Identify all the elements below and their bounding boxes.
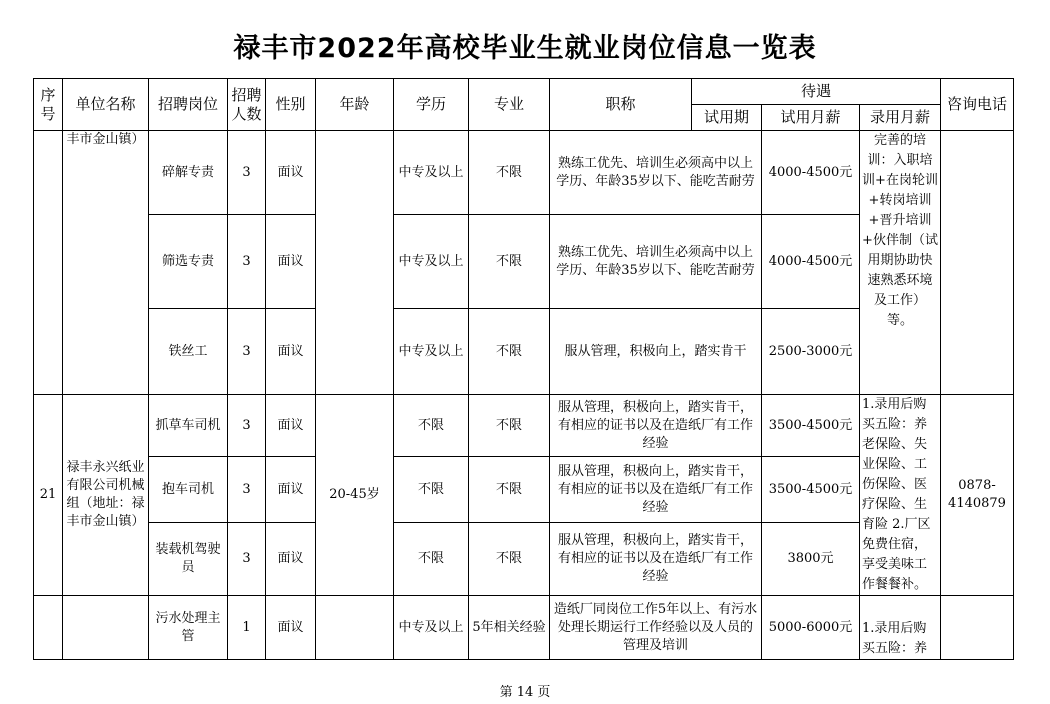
salary-cell: 4000-4500元: [762, 215, 860, 309]
seq-cell: 21: [34, 395, 63, 596]
header-major: 专业: [469, 79, 550, 131]
title-cell: 熟练工优先、培训生必须高中以上学历、年龄35岁以下、能吃苦耐劳: [550, 215, 762, 309]
education-cell: 中专及以上: [394, 596, 469, 660]
phone-cell: [941, 596, 1014, 660]
gender-cell: 面议: [266, 395, 316, 457]
header-treatment: 待遇: [692, 79, 941, 105]
age-cell: [316, 131, 394, 395]
count-cell: 3: [228, 395, 266, 457]
position-cell: 筛选专责: [149, 215, 228, 309]
title-cell: 服从管理，积极向上，踏实肯干，有相应的证书以及在造纸厂有工作经验: [550, 457, 762, 523]
title-cell: 造纸厂同岗位工作5年以上、有污水处理长期运行工作经验以及人员的管理及培训: [550, 596, 762, 660]
page-title: 禄丰市2022年高校毕业生就业岗位信息一览表: [233, 33, 817, 64]
major-cell: 不限: [469, 523, 550, 596]
company-cell: [63, 596, 149, 660]
seq-cell: [34, 131, 63, 395]
title-cell: 服从管理，积极向上，踏实肯干: [550, 309, 762, 395]
position-cell: 装载机驾驶员: [149, 523, 228, 596]
education-cell: 中专及以上: [394, 309, 469, 395]
header-trial: 试用期: [692, 105, 762, 131]
position-cell: 铁丝工: [149, 309, 228, 395]
gender-cell: 面议: [266, 457, 316, 523]
education-cell: 中专及以上: [394, 215, 469, 309]
age-cell: [316, 596, 394, 660]
count-cell: 3: [228, 457, 266, 523]
header-phone: 咨询电话: [941, 79, 1014, 131]
gender-cell: 面议: [266, 523, 316, 596]
age-cell: 20-45岁: [316, 395, 394, 596]
header-company: 单位名称: [63, 79, 149, 131]
position-cell: 抓草车司机: [149, 395, 228, 457]
salary-cell: 3800元: [762, 523, 860, 596]
education-cell: 不限: [394, 395, 469, 457]
header-salary: 录用月薪: [860, 105, 941, 131]
gender-cell: 面议: [266, 215, 316, 309]
salary-cell: 5000-6000元: [762, 596, 860, 660]
gender-cell: 面议: [266, 309, 316, 395]
header-gender: 性别: [266, 79, 316, 131]
welfare-cell: 1.录用后购买五险：养老保险、失业保险、工伤保险、医疗保险、生育险 2.厂区免费住宿，享受美味工作餐餐补。: [860, 395, 941, 596]
title-cell: 服从管理，积极向上，踏实肯干，有相应的证书以及在造纸厂有工作经验: [550, 523, 762, 596]
company-cell: 丰市金山镇）: [63, 131, 149, 395]
salary-cell: 3500-4500元: [762, 457, 860, 523]
position-cell: 抱车司机: [149, 457, 228, 523]
header-trial-salary: 试用月薪: [762, 105, 860, 131]
header-row-1: [34, 79, 1014, 105]
table-row: [34, 395, 1014, 457]
page-number: 第 14 页: [499, 685, 551, 700]
major-cell: 不限: [469, 131, 550, 215]
salary-cell: 2500-3000元: [762, 309, 860, 395]
job-table: [33, 78, 1014, 131]
header-position: 招聘岗位: [149, 79, 228, 131]
education-cell: 不限: [394, 523, 469, 596]
header-age: 年龄: [316, 79, 394, 131]
education-cell: 不限: [394, 457, 469, 523]
count-cell: 3: [228, 309, 266, 395]
job-table-container: [33, 78, 1013, 656]
major-cell: 不限: [469, 395, 550, 457]
major-cell: 不限: [469, 215, 550, 309]
table-row: [34, 131, 1014, 215]
table-row: [34, 596, 1014, 660]
welfare-cell: 完善的培训：入职培训+在岗轮训+转岗培训+晋升培训+伙伴制（试用期协助快速熟悉环境及工作）等。: [860, 131, 941, 395]
title-cell: 熟练工优先、培训生必须高中以上学历、年龄35岁以下、能吃苦耐劳: [550, 131, 762, 215]
education-cell: 中专及以上: [394, 131, 469, 215]
header-title: 职称: [550, 79, 692, 131]
major-cell: 不限: [469, 309, 550, 395]
salary-cell: 3500-4500元: [762, 395, 860, 457]
salary-cell: 4000-4500元: [762, 131, 860, 215]
major-cell: 不限: [469, 457, 550, 523]
phone-cell: [941, 131, 1014, 395]
count-cell: 3: [228, 523, 266, 596]
header-seq: 序号: [34, 79, 63, 131]
count-cell: 3: [228, 131, 266, 215]
header-education: 学历: [394, 79, 469, 131]
company-cell: 禄丰永兴纸业有限公司机械组（地址：禄丰市金山镇）: [63, 395, 149, 596]
count-cell: 3: [228, 215, 266, 309]
gender-cell: 面议: [266, 596, 316, 660]
header-count: 招聘人数: [228, 79, 266, 131]
gender-cell: 面议: [266, 131, 316, 215]
count-cell: 1: [228, 596, 266, 660]
phone-cell: 0878-4140879: [941, 395, 1014, 596]
title-cell: 服从管理，积极向上，踏实肯干，有相应的证书以及在造纸厂有工作经验: [550, 395, 762, 457]
position-cell: 碎解专责: [149, 131, 228, 215]
major-cell: 5年相关经验: [469, 596, 550, 660]
welfare-cell: 1.录用后购买五险：养: [860, 596, 941, 660]
seq-cell: [34, 596, 63, 660]
position-cell: 污水处理主管: [149, 596, 228, 660]
job-table-body: [33, 130, 1014, 660]
